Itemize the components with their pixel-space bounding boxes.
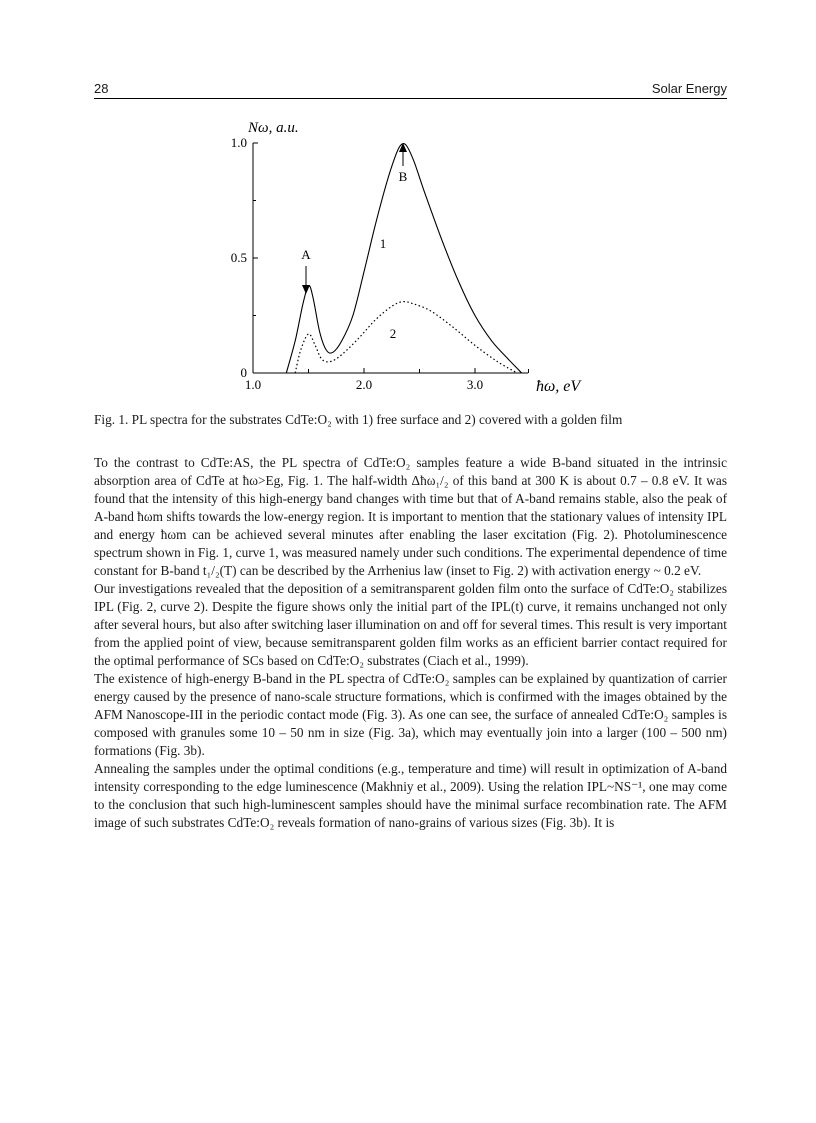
curve-2-label: 2 (389, 326, 397, 341)
x-axis-label: ħω, eV (536, 378, 581, 395)
y-tick-label: 0 (240, 365, 247, 380)
body-text (94, 454, 727, 832)
journal-title: Solar Energy (651, 81, 727, 96)
y-tick-label: 0.5 (230, 250, 247, 265)
y-axis-label: Nω, a.u. (248, 120, 299, 136)
series-2-line (295, 302, 517, 373)
x-tick-label: 1.0 (244, 377, 262, 392)
paragraph: Annealing the samples under the optimal conditions (e.g., temperature and time) will result in optimization of A-band intensity corresponding to the edge luminescence (Makhniy et al., 2009). Using the relation IPL~NS⁻¹, one may come to the conclusion that such high-luminescent samples should have the minimal surface recombination rate. The AFM image of such substrates CdTe:O₂ reveals formation of nano-grains of various sizes (Fig. 3b). It is (94, 761, 727, 830)
peak-a-arrowhead (302, 285, 310, 294)
figure-caption: Fig. 1. PL spectra for the substrates CdTe:O₂ with 1) free surface and 2) covered with a golden film (94, 412, 623, 427)
x-tick-label: 3.0 (466, 377, 484, 392)
page-number: 28 (94, 81, 109, 96)
paragraph: Our investigations revealed that the deposition of a semitransparent golden film onto the surface of CdTe:O₂ stabilizes IPL (Fig. 2, curve 2). Despite the figure shows only the initial part of the IPL(t) curve, it remains unchanged not only after several hours, but also after switching laser illumination on and off for several times. This result is very important from the applied point of view, because semitransparent golden film works as an efficient barrier contact required for the optimal performance of SCs based on CdTe:O₂ substrates (Ciach et al., 1999). (94, 581, 727, 668)
peak-a-label: A (301, 247, 311, 262)
y-tick-label: 1.0 (230, 135, 247, 150)
pl-spectra-chart (0, 0, 816, 410)
peak-b-label: B (398, 169, 408, 184)
paragraph: To the contrast to CdTe:AS, the PL spectra of CdTe:O₂ samples feature a wide B-band situated in the intrinsic absorption area of CdTe at ħω>Eg, Fig. 1. The half-width Δħω₁/₂ of this band at 300 K is about 0.7 – 0.8 eV. It was found that the intensity of this high-energy band changes with time but that of A-band remains stable, also the peak of A-band ħωm shifts towards the low-energy region. It is important to mention that the stationary values of intensity IPL and energy ħωm can be achieved several minutes after enabling the laser excitation (Fig. 2). Photoluminescence spectrum shown in Fig. 1, curve 1, was measured namely under such conditions. The experimental dependence of time constant for B-band t₁/₂(T) can be described by the Arrhenius law (inset to Fig. 2) with activation energy ~ 0.2 eV. (94, 455, 727, 578)
x-tick-label: 2.0 (355, 377, 373, 392)
curve-1-label: 1 (379, 236, 387, 251)
paragraph: The existence of high-energy B-band in the PL spectra of CdTe:O₂ samples can be explained by quantization of carrier energy caused by the presence of nano-scale structure formations, which is confirmed with the images obtained by the AFM Nanoscope-III in the periodic contact mode (Fig. 3). As one can see, the surface of annealed CdTe:O₂ samples is composed with granules some 10 – 50 nm in size (Fig. 3a), which may eventually join into a larger (100 – 500 nm) formations (Fig. 3b). (94, 671, 727, 758)
